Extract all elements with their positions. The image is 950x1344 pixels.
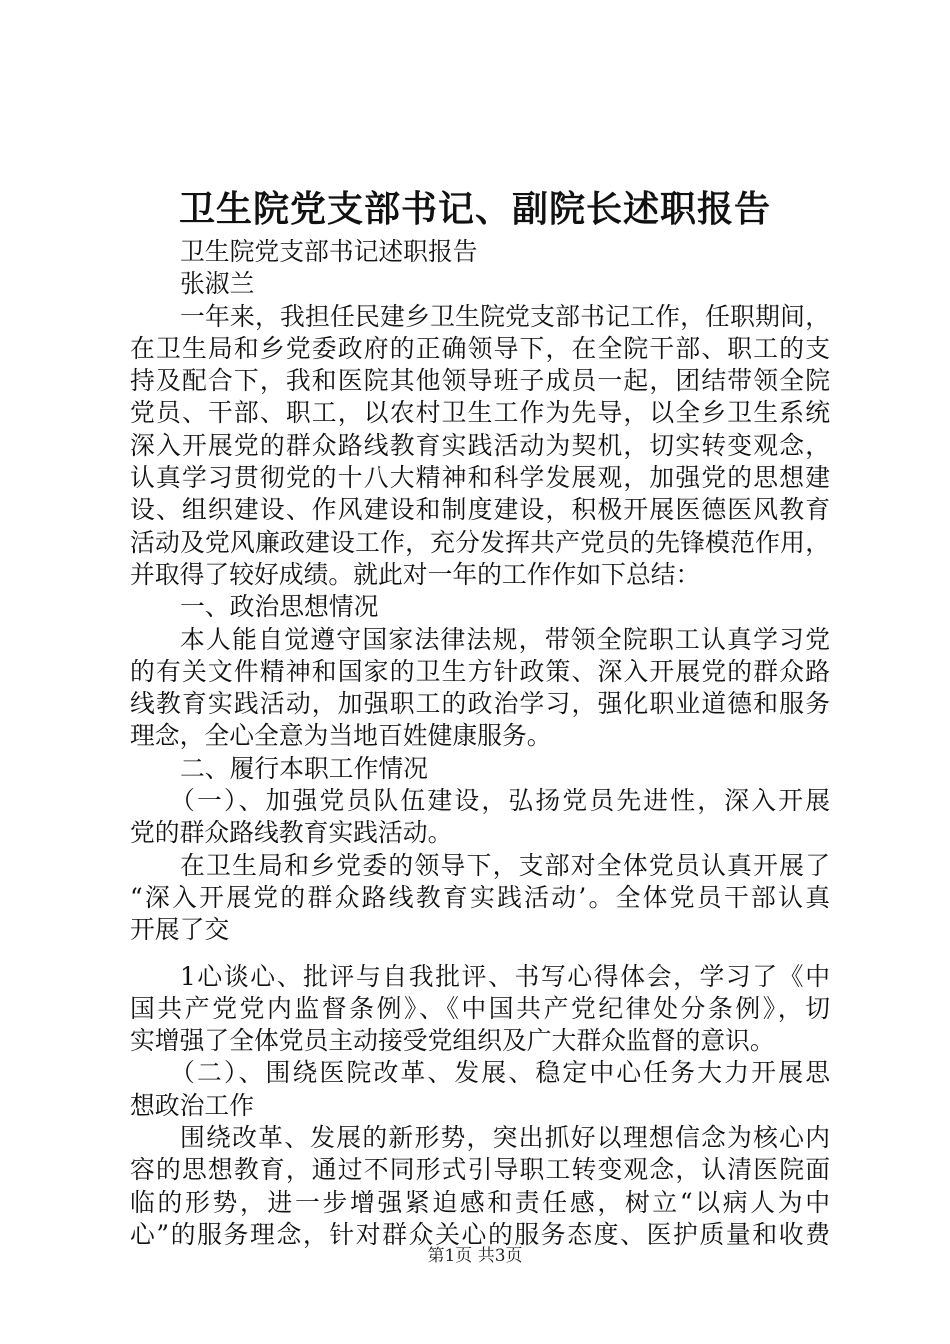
subsection-heading: （二）、围绕医院改革、发展、稳定中心任务大力开展思	[170, 1058, 830, 1088]
paragraph-line: 党员、干部、职工，以农村卫生工作为先导，以全乡卫生系统	[130, 398, 830, 428]
paragraph-line: 开展了交	[130, 915, 230, 945]
section-heading: 二、履行本职工作情况	[180, 753, 428, 783]
subtitle-line: 卫生院党支部书记述职报告	[180, 237, 478, 266]
paragraph-line: 围绕改革、发展的新形势，突出抓好以理想信念为核心内	[180, 1123, 830, 1153]
subsection-heading: （一）、加强党员队伍建设，弘扬党员先进性，深入开展	[170, 786, 830, 816]
paragraph-line: 活动及党风廉政建设工作，充分发挥共产党员的先锋模范作用，	[130, 527, 830, 557]
document-title: 卫生院党支部书记、副院长述职报告	[178, 188, 771, 230]
section-heading: 一、政治思想情况	[180, 592, 379, 622]
paragraph-line: 1心谈心、批评与自我批评、书写心得体会，学习了《中	[180, 961, 830, 991]
page-number: 第1页	[427, 1246, 473, 1266]
paragraph-line: 在卫生局和乡党委的领导下，支部对全体党员认真开展了	[180, 850, 830, 880]
paragraph-line: “深入开展党的群众路线教育实践活动’。全体党员干部认真	[130, 882, 830, 912]
paragraph-line: 并取得了较好成绩。就此对一年的工作作如下总结：	[130, 559, 701, 589]
paragraph-line: 线教育实践活动，加强职工的政治学习，强化职业道德和服务	[130, 689, 830, 719]
paragraph-line: 认真学习贯彻党的十八大精神和科学发展观，加强党的思想建	[130, 463, 830, 493]
paragraph-line: 持及配合下，我和医院其他领导班子成员一起，团结带领全院	[130, 366, 830, 396]
author-line: 张淑兰	[180, 269, 255, 299]
paragraph-line: 容的思想教育，通过不同形式引导职工转变观念，认清医院面	[130, 1155, 830, 1185]
paragraph-line: 临的形势，进一步增强紧迫感和责任感，树立“以病人为中	[130, 1187, 830, 1217]
paragraph-line: 心”的服务理念，针对群众关心的服务态度、医护质量和收费	[130, 1219, 830, 1249]
paragraph-line: 实增强了全体党员主动接受党组织及广大群众监督的意识。	[130, 1026, 775, 1056]
paragraph-line: 在卫生局和乡党委政府的正确领导下，在全院干部、职工的支	[130, 333, 830, 363]
page-footer	[0, 1244, 950, 1268]
subsection-heading: 想政治工作	[130, 1090, 254, 1120]
paragraph-line: 设、组织建设、作风建设和制度建设，积极开展医德医风教育	[130, 495, 830, 525]
document-body	[130, 236, 830, 1251]
paragraph-line: 理念，全心全意为当地百姓健康服务。	[130, 721, 552, 751]
paragraph-line: 一年来，我担任民建乡卫生院党支部书记工作，任职期间，	[180, 301, 830, 331]
page-total: 共3页	[477, 1246, 523, 1266]
paragraph-line: 本人能自觉遵守国家法律法规，带领全院职工认真学习党	[180, 624, 830, 654]
paragraph-line: 的有关文件精神和国家的卫生方针政策、深入开展党的群众路	[130, 656, 830, 686]
paragraph-line: 深入开展党的群众路线教育实践活动为契机，切实转变观念，	[130, 430, 830, 460]
subsection-heading: 党的群众路线教育实践活动。	[130, 818, 453, 848]
paragraph-line: 国共产党党内监督条例》、《中国共产党纪律处分条例》，切	[130, 993, 830, 1023]
